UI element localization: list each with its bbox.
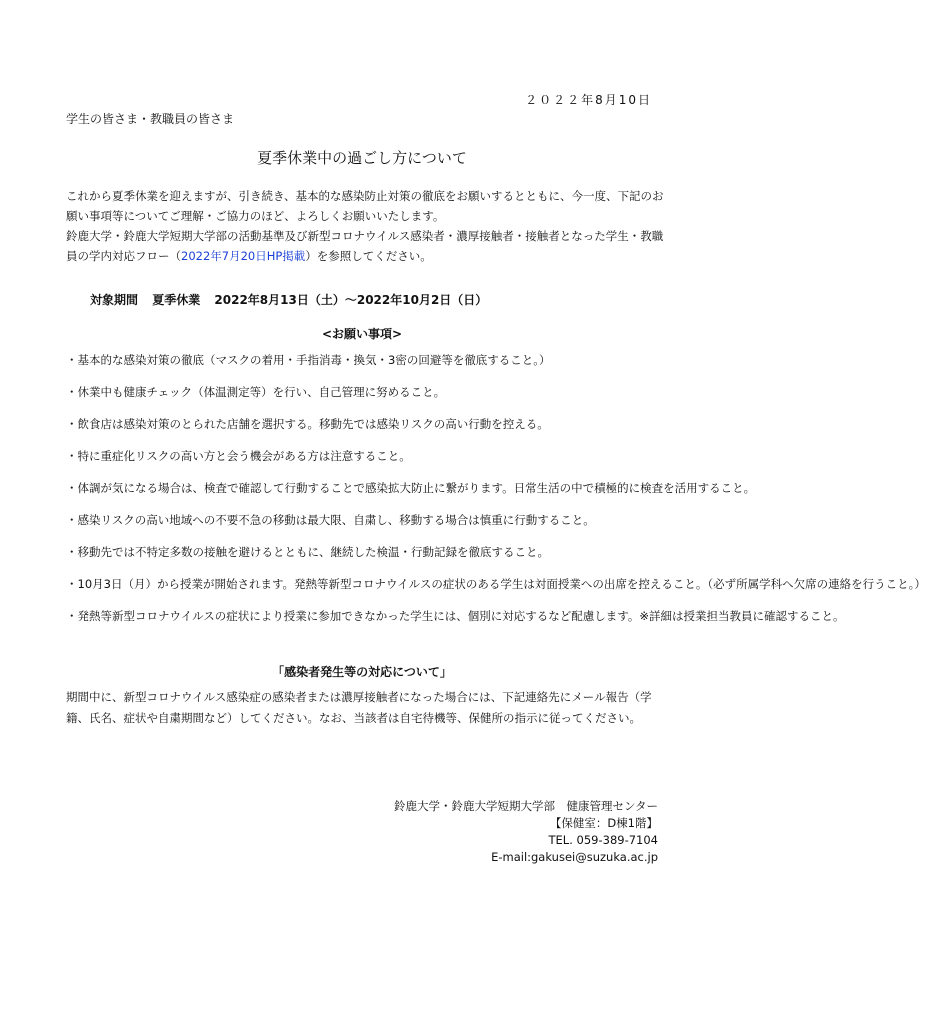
period-name: 夏季休業 (152, 293, 201, 307)
intro-paragraph-2 (66, 226, 666, 266)
infection-body: 期間中に、新型コロナウイルス感染症の感染者または濃厚接触者になった場合には、下記連絡先にメール報告（学籍、氏名、症状や自粛期間など）してください。なお、当該者は自宅待機等、保健所の指示に従ってください。 (66, 690, 652, 725)
list-item: ・飲食店は感染対策のとられた店舗を選択する。移動先では感染リスクの高い行動を控える。 (66, 417, 549, 431)
target-period (90, 291, 497, 308)
hp-posting-link[interactable]: 2022年7月20日HP掲載 (181, 249, 306, 263)
list-item: ・10月3日（月）から授業が開始されます。発熱等新型コロナウイルスの症状のある学生は対面授業への出席を控えること。（必ず所属学科へ欠席の連絡を行うこと。） (66, 577, 926, 591)
list-item: ・基本的な感染対策の徹底（マスクの着用・手指消毒・換気・3密の回避等を徹底すること。） (66, 353, 551, 367)
intro-text-after-link: ）を参照してください。 (305, 249, 432, 263)
period-range: 2022年8月13日（土）～2022年10月2日（日） (214, 293, 488, 307)
contact-tel: TEL. 059-389-7104 (548, 833, 658, 847)
addressee: 学生の皆さま・教職員の皆さま (66, 112, 235, 126)
list-item: ・休業中も健康チェック（体温測定等）を行い、自己管理に努めること。 (66, 385, 446, 399)
contact-email[interactable]: E-mail:gakusei@suzuka.ac.jp (491, 850, 658, 864)
list-item: ・発熱等新型コロナウイルスの症状により授業に参加できなかった学生には、個別に対応するなど配慮します。※詳細は授業担当教員に確認すること。 (66, 609, 845, 623)
list-item: ・体調が気になる場合は、検査で確認して行動することで感染拡大防止に繋がります。日常生活の中で積極的に検査を活用すること。 (66, 481, 756, 495)
document-date: ２０２２年8月10日 (525, 93, 652, 107)
contact-room: 【保健室：D棟1階】 (549, 816, 658, 830)
document-title: 夏季休業中の過ごし方について (257, 149, 467, 167)
period-label: 対象期間 (90, 293, 139, 307)
contact-block (394, 798, 658, 866)
intro-section (66, 186, 666, 266)
list-item: ・移動先では不特定多数の接触を避けるとともに、継続した検温・行動記録を徹底すること。 (66, 545, 549, 559)
list-item: ・特に重症化リスクの高い方と会う機会がある方は注意すること。 (66, 449, 411, 463)
contact-org: 鈴鹿大学・鈴鹿大学短期大学部 健康管理センター (393, 799, 658, 813)
infection-heading: 「感染者発生等の対応について」 (272, 665, 452, 679)
intro-paragraph-1: これから夏季休業を迎えますが、引き続き、基本的な感染防止対策の徹底をお願いするとともに、今一度、下記のお願い事項等についてご理解・ご協力のほど、よろしくお願いいたします。 (66, 189, 664, 223)
requests-list (66, 352, 926, 640)
list-item: ・感染リスクの高い地域への不要不急の移動は最大限、自粛し、移動する場合は慎重に行動すること。 (66, 513, 595, 527)
intro-text-before-link: 鈴鹿大学・鈴鹿大学短期大学部の活動基準及び新型コロナウイルス感染者・濃厚接触者・接触者となった学生・教職員の学内対応フロー（ (66, 229, 664, 263)
requests-heading: <お願い事項> (321, 327, 403, 341)
